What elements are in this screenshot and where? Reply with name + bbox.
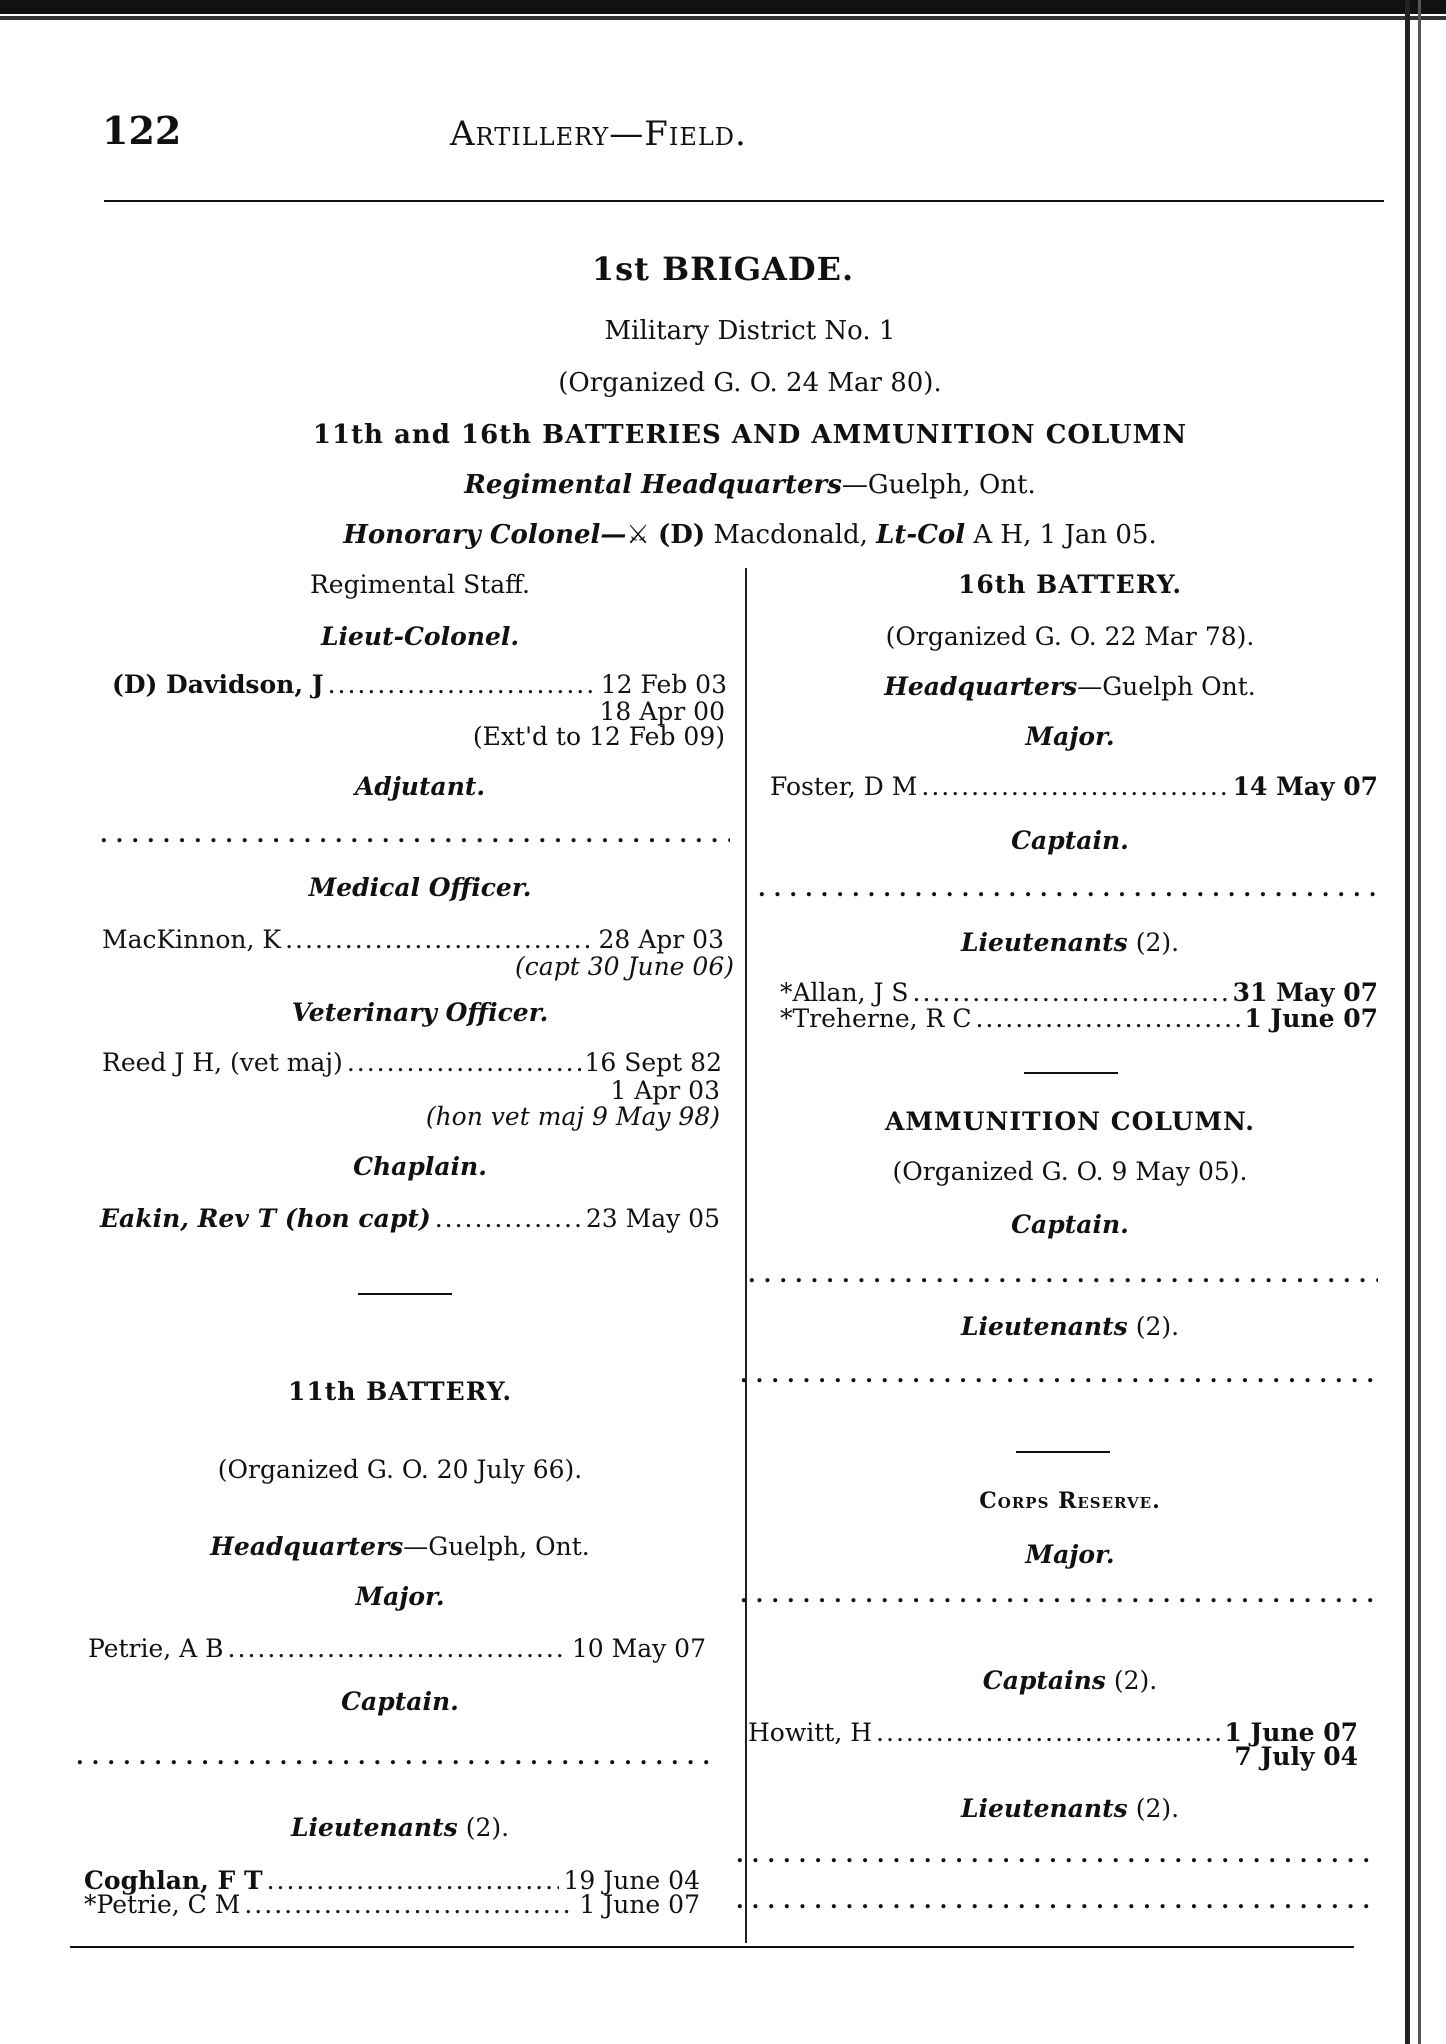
- corps-reserve-capt1-date-2: 7 July 04: [1234, 1742, 1358, 1771]
- corps-reserve-capt-label: Captains: [982, 1666, 1106, 1695]
- battery-11-major-date: 10 May 07: [571, 1634, 706, 1663]
- ammunition-column-lt-count: (2).: [1135, 1312, 1180, 1341]
- lieut-colonel-extension: (Ext'd to 12 Feb 09): [472, 722, 725, 751]
- section-rule: [358, 1293, 452, 1295]
- leader-dots: [876, 1718, 1220, 1747]
- regimental-staff-title: Regimental Staff.: [309, 570, 530, 599]
- regimental-hq-value: —Guelph, Ont.: [841, 470, 1036, 500]
- battery-11-hq-value: —Guelph, Ont.: [403, 1532, 590, 1561]
- regimental-hq: [0, 470, 1446, 500]
- ammunition-column-title: AMMUNITION COLUMN.: [884, 1107, 1256, 1136]
- top-border-secondary: [0, 16, 1446, 20]
- leader-dots: [328, 670, 597, 699]
- battery-16-lt1-name: *Allan, J S: [780, 978, 909, 1007]
- corps-reserve-lt2-vacant-line: [736, 1888, 1376, 1914]
- battery-16-lt1-date: 31 May 07: [1232, 978, 1378, 1007]
- corps-reserve-captains-heading: [760, 1666, 1380, 1695]
- veterinary-officer-label: Veterinary Officer.: [291, 998, 549, 1027]
- leader-dots: [975, 1004, 1240, 1033]
- corps-reserve-lt-count: (2).: [1135, 1794, 1180, 1823]
- section-rule: [1016, 1451, 1110, 1453]
- lieut-colonel-entry: [112, 670, 727, 699]
- battery-11-lieutenants-heading: [60, 1813, 740, 1842]
- battery-11-lt1-date: 19 June 04: [563, 1866, 700, 1895]
- battery-16-captain-vacant-line: [758, 876, 1378, 902]
- leader-dots: [347, 1048, 581, 1077]
- battery-16-title: 16th BATTERY.: [957, 570, 1183, 599]
- ammunition-column-lt-vacant-line: [740, 1362, 1380, 1388]
- corps-reserve-title: Corps Reserve.: [979, 1488, 1161, 1514]
- corps-reserve-capt1-date: 1 June 07: [1224, 1718, 1358, 1747]
- corps-reserve-capt-count: (2).: [1113, 1666, 1158, 1695]
- battery-11-major-name: Petrie, A B: [88, 1634, 224, 1663]
- veterinary-officer-hon: (hon vet maj 9 May 98): [425, 1102, 720, 1131]
- chaplain-date: 23 May 05: [585, 1204, 720, 1233]
- corps-reserve-lt-label: Lieutenants: [960, 1794, 1128, 1823]
- brigade-organized: (Organized G. O. 24 Mar 80).: [558, 368, 942, 398]
- leader-dots: [244, 1890, 575, 1919]
- battery-16-major-entry: [770, 772, 1378, 801]
- medical-officer-entry: [102, 925, 724, 954]
- battery-16-lieutenants-heading: [760, 928, 1380, 957]
- corps-reserve-major-vacant-line: [740, 1582, 1380, 1608]
- battery-16-lt-label: Lieutenants: [960, 928, 1128, 957]
- lieut-colonel-date-2: 18 Apr 00: [599, 697, 725, 726]
- chaplain-name: Eakin, Rev T (hon capt): [100, 1204, 431, 1233]
- running-head: Artillery—Field.: [450, 114, 747, 154]
- battery-16-organized: (Organized G. O. 22 Mar 78).: [885, 622, 1255, 651]
- corps-reserve-major-label: Major.: [1025, 1540, 1115, 1569]
- veterinary-officer-date: 16 Sept 82: [584, 1048, 722, 1077]
- medical-officer-name: MacKinnon, K: [102, 925, 282, 954]
- leader-dots: [228, 1634, 568, 1663]
- corps-reserve-lt1-vacant-line: [736, 1842, 1376, 1868]
- regimental-hq-label: Regimental Headquarters: [464, 470, 842, 500]
- battery-16-lt2-entry: [780, 1004, 1378, 1033]
- battery-16-major-date: 14 May 07: [1232, 772, 1378, 801]
- battery-11-lt2-date: 1 June 07: [579, 1890, 700, 1919]
- battery-16-hq-value: —Guelph Ont.: [1077, 672, 1256, 701]
- battery-11-captain-label: Captain.: [341, 1687, 459, 1716]
- battery-16-lt2-date: 1 June 07: [1244, 1004, 1378, 1033]
- ammunition-column-captain-label: Captain.: [1011, 1210, 1129, 1239]
- header-rule: [104, 200, 1384, 202]
- corps-reserve-lieutenants-heading: [760, 1794, 1380, 1823]
- battery-11-major-entry: [88, 1634, 706, 1663]
- right-border-secondary: [1418, 0, 1421, 2044]
- batteries-line: 11th and 16th BATTERIES AND AMMUNITION COLUMN: [312, 420, 1188, 450]
- battery-11-title: 11th BATTERY.: [287, 1377, 513, 1406]
- battery-11-lt2-entry: [84, 1890, 700, 1919]
- right-border: [1405, 0, 1410, 2044]
- battery-11-lt1-name: Coghlan, F T: [84, 1866, 263, 1895]
- leader-dots: [285, 925, 594, 954]
- battery-16-major-label: Major.: [1025, 722, 1115, 751]
- honorary-colonel: [0, 520, 1446, 550]
- chaplain-entry: [100, 1204, 720, 1233]
- top-border: [0, 0, 1446, 14]
- section-rule: [1024, 1072, 1118, 1074]
- lieut-colonel-label: Lieut-Colonel.: [320, 622, 520, 651]
- battery-11-lt-count: (2).: [465, 1813, 510, 1842]
- leader-dots: [435, 1204, 582, 1233]
- crossed-swords-icon: ⚔: [626, 520, 650, 550]
- battery-11-organized: (Organized G. O. 20 July 66).: [217, 1455, 583, 1484]
- veterinary-officer-date-2: 1 Apr 03: [610, 1076, 720, 1105]
- hon-col-label: Honorary Colonel—: [343, 520, 627, 550]
- battery-11-hq-label: Headquarters: [210, 1532, 404, 1561]
- corps-reserve-capt1-name: Howitt, H: [748, 1718, 873, 1747]
- battery-11-captain-vacant-line: [76, 1744, 716, 1770]
- brigade-title: 1st BRIGADE.: [591, 250, 855, 288]
- leader-dots: [921, 772, 1228, 801]
- leader-dots: [913, 978, 1229, 1007]
- ammunition-column-captain-vacant-line: [748, 1262, 1378, 1288]
- page-number: 122: [102, 108, 182, 153]
- hon-col-d: (D): [657, 520, 706, 550]
- medical-officer-capt: (capt 30 June 06): [515, 952, 734, 981]
- ammunition-column-lieutenants-heading: [760, 1312, 1380, 1341]
- lieut-colonel-date: 12 Feb 03: [600, 670, 727, 699]
- medical-officer-label: Medical Officer.: [308, 873, 532, 902]
- hon-col-rank: Lt-Col: [876, 520, 966, 550]
- ammunition-column-lt-label: Lieutenants: [960, 1312, 1128, 1341]
- medical-officer-date: 28 Apr 03: [598, 925, 724, 954]
- battery-16-major-name: Foster, D M: [770, 772, 918, 801]
- battery-11-lt-label: Lieutenants: [290, 1813, 458, 1842]
- veterinary-officer-name: Reed J H, (vet maj): [102, 1048, 343, 1077]
- battery-16-hq: [760, 672, 1380, 701]
- battery-16-lt-count: (2).: [1135, 928, 1180, 957]
- lieut-colonel-name: (D) Davidson, J: [112, 670, 324, 699]
- hon-col-rest: A H, 1 Jan 05.: [973, 520, 1157, 550]
- battery-11-lt2-name: *Petrie, C M: [84, 1890, 241, 1919]
- hon-col-name: Macdonald,: [713, 520, 868, 550]
- adjutant-label: Adjutant.: [354, 772, 486, 801]
- battery-11-major-label: Major.: [355, 1582, 445, 1611]
- battery-16-captain-label: Captain.: [1011, 826, 1129, 855]
- battery-16-hq-label: Headquarters: [884, 672, 1078, 701]
- ammunition-column-organized: (Organized G. O. 9 May 05).: [892, 1157, 1248, 1186]
- chaplain-label: Chaplain.: [353, 1152, 487, 1181]
- battery-16-lt2-name: *Treherne, R C: [780, 1004, 972, 1033]
- veterinary-officer-entry: [102, 1048, 722, 1077]
- battery-11-hq: [60, 1532, 740, 1561]
- military-district: Military District No. 1: [604, 316, 896, 346]
- footer-rule: [70, 1946, 1354, 1948]
- battery-16-lt1-entry: [780, 978, 1378, 1007]
- adjutant-vacant-line: [100, 822, 730, 848]
